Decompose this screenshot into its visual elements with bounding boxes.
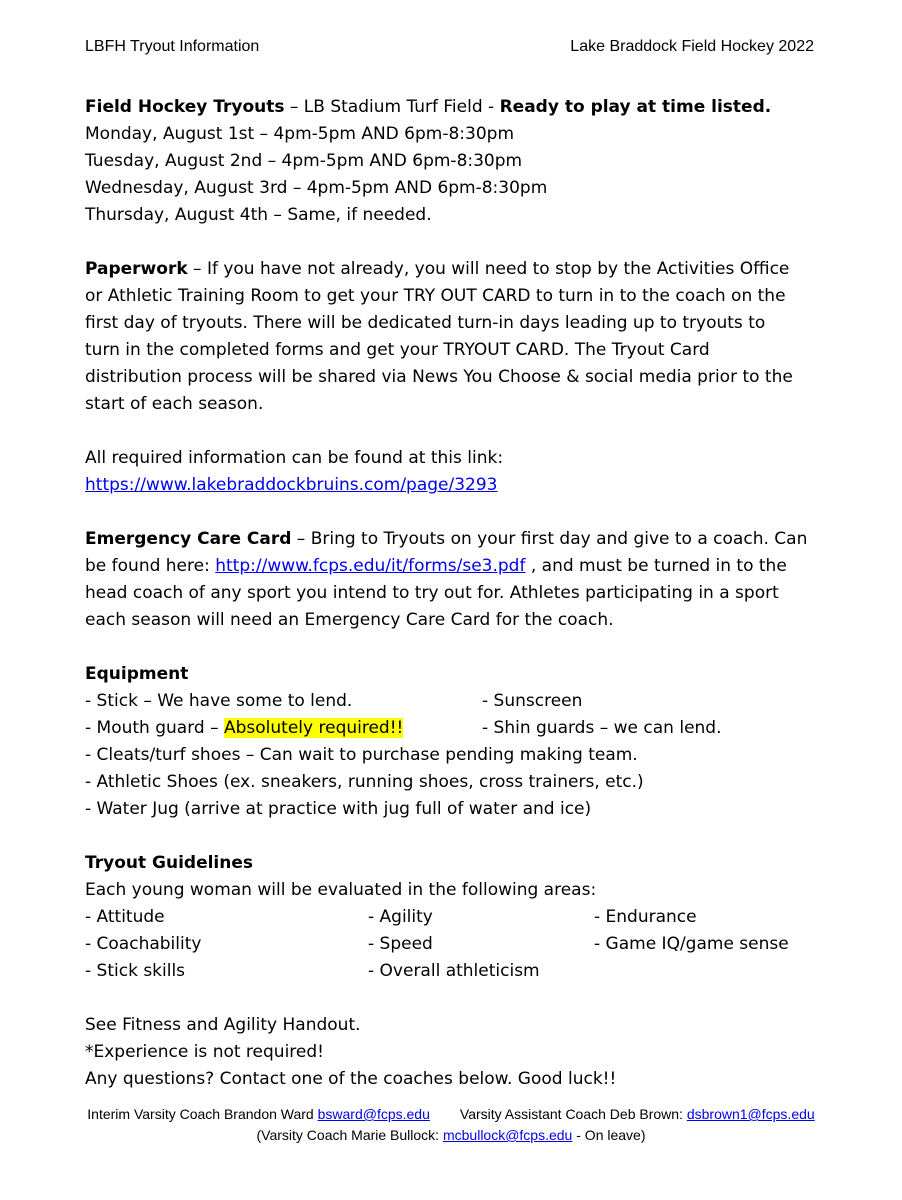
- emergency-line-1: [85, 526, 865, 553]
- emergency-line-2: [85, 553, 865, 580]
- schedule-tuesday: Tuesday, August 2nd – 4pm-5pm AND 6pm-8:30pm: [85, 151, 523, 171]
- tryouts-location: – LB Stadium Turf Field -: [284, 97, 500, 117]
- equipment-water-jug: - Water Jug (arrive at practice with jug full of water and ice): [85, 799, 592, 819]
- footer-coach2-text: Varsity Assistant Coach Deb Brown:: [459, 1106, 687, 1122]
- guideline-item: - Game IQ/game sense: [594, 934, 789, 954]
- guideline-item: - Agility: [368, 907, 433, 927]
- schedule-thursday: Thursday, August 4th – Same, if needed.: [85, 205, 432, 225]
- footer-coach1-text: Interim Varsity Coach Brandon Ward: [87, 1106, 318, 1122]
- guideline-item: - Endurance: [594, 907, 697, 927]
- guidelines-row-2: [85, 931, 865, 958]
- guideline-item: - Overall athleticism: [368, 961, 540, 981]
- emergency-line-4: each season will need an Emergency Care Card for the coach.: [85, 610, 614, 630]
- emergency-text-1: – Bring to Tryouts on your first day and give to a coach. Can: [291, 529, 808, 549]
- coach1-email-link[interactable]: bsward@fcps.edu: [317, 1106, 430, 1122]
- emergency-heading: Emergency Care Card: [85, 529, 292, 549]
- coach2-email-link[interactable]: dsbrown1@fcps.edu: [686, 1106, 815, 1122]
- schedule-wednesday: Wednesday, August 3rd – 4pm-5pm AND 6pm-8:30pm: [85, 178, 548, 198]
- emergency-text-2-pre: be found here:: [85, 556, 216, 576]
- guideline-item: - Coachability: [85, 934, 202, 954]
- equipment-sunscreen: - Sunscreen: [482, 691, 583, 711]
- paperwork-heading: Paperwork: [85, 259, 188, 279]
- guideline-item: - Stick skills: [85, 961, 186, 981]
- paperwork-line-3: first day of tryouts. There will be dedicated turn-in days leading up to tryouts to: [85, 313, 766, 333]
- footer-coach3-pre: (Varsity Coach Marie Bullock:: [256, 1127, 443, 1143]
- equipment-row-2: [85, 715, 865, 742]
- closing-questions: Any questions? Contact one of the coaches below. Good luck!!: [85, 1069, 617, 1089]
- paperwork-line-6: start of each season.: [85, 394, 264, 414]
- emergency-form-link[interactable]: http://www.fcps.edu/it/forms/se3.pdf: [215, 556, 526, 576]
- document-body: [85, 94, 865, 1093]
- equipment-mouthguard-text: - Mouth guard –: [85, 718, 224, 738]
- equipment-row-1: [85, 688, 865, 715]
- paperwork-line-1: [85, 256, 865, 283]
- guidelines-heading: Tryout Guidelines: [85, 853, 254, 873]
- schedule-monday: Monday, August 1st – 4pm-5pm AND 6pm-8:30pm: [85, 124, 515, 144]
- paperwork-line-4: turn in the completed forms and get your TRYOUT CARD. The Tryout Card: [85, 340, 710, 360]
- equipment-shoes: - Athletic Shoes (ex. sneakers, running shoes, cross trainers, etc.): [85, 772, 644, 792]
- emergency-line-3: head coach of any sport you intend to try out for. Athletes participating in a sport: [85, 583, 779, 603]
- closing-experience: *Experience is not required!: [85, 1042, 324, 1062]
- equipment-shin-guards: - Shin guards – we can lend.: [482, 718, 722, 738]
- equipment-mouthguard: [85, 715, 482, 742]
- tryouts-title-line: [85, 94, 865, 121]
- footer-coach3-post: - On leave): [572, 1127, 646, 1143]
- guidelines-row-3: [85, 958, 865, 985]
- header-right: Lake Braddock Field Hockey 2022: [570, 38, 814, 55]
- paperwork-line-2: or Athletic Training Room to get your TRY OUT CARD to turn in to the coach on the: [85, 286, 786, 306]
- equipment-stick: - Stick – We have some to lend.: [85, 691, 353, 711]
- tryouts-heading: Field Hockey Tryouts: [85, 97, 285, 117]
- tryouts-note: Ready to play at time listed.: [499, 97, 772, 117]
- closing-handout: See Fitness and Agility Handout.: [85, 1015, 361, 1035]
- footer-on-leave: [0, 1127, 902, 1144]
- guidelines-intro: Each young woman will be evaluated in the following areas:: [85, 880, 597, 900]
- equipment-cleats: - Cleats/turf shoes – Can wait to purchase pending making team.: [85, 745, 638, 765]
- paperwork-line-5: distribution process will be shared via News You Choose & social media prior to the: [85, 367, 793, 387]
- required-highlight: Absolutely required!!: [224, 718, 404, 738]
- guideline-item: - Speed: [368, 934, 433, 954]
- equipment-heading: Equipment: [85, 664, 189, 684]
- guideline-item: - Attitude: [85, 907, 165, 927]
- footer-coaches: [0, 1106, 902, 1123]
- paperwork-text-1: – If you have not already, you will need to stop by the Activities Office: [187, 259, 790, 279]
- emergency-text-2-post: , and must be turned in to the: [525, 556, 787, 576]
- info-text: All required information can be found at this link:: [85, 448, 504, 468]
- header-left: LBFH Tryout Information: [85, 38, 260, 55]
- coach3-email-link[interactable]: mcbullock@fcps.edu: [442, 1127, 573, 1143]
- guidelines-row-1: [85, 904, 865, 931]
- info-link[interactable]: https://www.lakebraddockbruins.com/page/3293: [85, 475, 498, 495]
